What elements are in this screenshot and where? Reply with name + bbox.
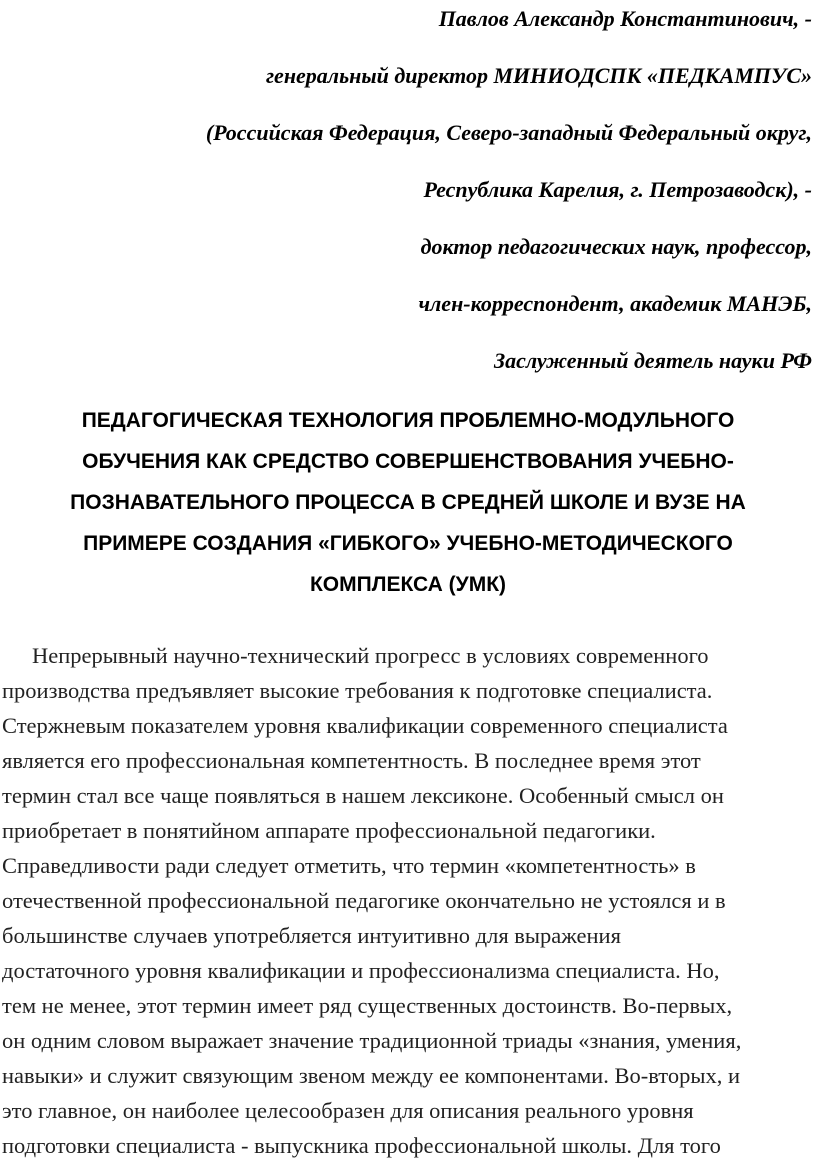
body-line: подготовки специалиста - выпускника профессиональной школы. Для того bbox=[2, 1133, 721, 1158]
body-line: Непрерывный научно-технический прогресс в условиях современного bbox=[32, 643, 709, 668]
author-location-line-1: (Российская Федерация, Северо-западный Федеральный округ, bbox=[205, 120, 812, 145]
author-honorary-title: Заслуженный деятель науки РФ bbox=[493, 348, 812, 373]
author-location-line-2: Республика Карелия, г. Петрозаводск), - bbox=[423, 177, 812, 202]
body-line: навыки» и служит связующим звеном между ее компонентами. Во-вторых, и bbox=[2, 1063, 740, 1088]
body-line: приобретает в понятийном аппарате профессиональной педагогики. bbox=[2, 818, 656, 843]
body-line: производства предъявляет высокие требования к подготовке специалиста. bbox=[2, 678, 713, 703]
body-line: тем не менее, этот термин имеет ряд существенных достоинств. Во-первых, bbox=[2, 993, 733, 1018]
title-line: ПОЗНАВАТЕЛЬНОГО ПРОЦЕССА В СРЕДНЕЙ ШКОЛЕ И ВУЗЕ НА bbox=[70, 491, 746, 514]
body-line: является его профессиональная компетентность. В последнее время этот bbox=[2, 748, 701, 773]
title-line: ПЕДАГОГИЧЕСКАЯ ТЕХНОЛОГИЯ ПРОБЛЕМНО-МОДУЛЬНОГО bbox=[81, 409, 735, 432]
body-line: большинстве случаев употребляется интуитивно для выражения bbox=[2, 923, 621, 948]
author-memberships: член-корреспондент, академик МАНЭБ, bbox=[418, 291, 812, 316]
body-line: это главное, он наиболее целесообразен для описания реального уровня bbox=[2, 1098, 694, 1123]
body-line: отечественной профессиональной педагогике окончательно не устоялся и в bbox=[2, 888, 726, 913]
body-line: достаточного уровня квалификации и профессионализма специалиста. Но, bbox=[2, 958, 720, 983]
body-line: Справедливости ради следует отметить, что термин «компетентность» в bbox=[2, 853, 696, 878]
title-line: КОМПЛЕКСА (УМК) bbox=[309, 573, 507, 596]
document-title bbox=[0, 400, 816, 605]
author-name: Павлов Александр Константинович, - bbox=[438, 6, 812, 31]
title-line: ПРИМЕРЕ СОЗДАНИЯ «ГИБКОГО» УЧЕБНО-МЕТОДИЧЕСКОГО bbox=[83, 532, 733, 555]
body-line: Стержневым показателем уровня квалификации современного специалиста bbox=[2, 713, 728, 738]
author-info bbox=[12, 0, 812, 380]
body-line: термин стал все чаще появляться в нашем лексиконе. Особенный смысл он bbox=[2, 783, 724, 808]
author-degree: доктор педагогических наук, профессор, bbox=[420, 234, 812, 259]
body-paragraph bbox=[0, 638, 816, 1163]
title-line: ОБУЧЕНИЯ КАК СРЕДСТВО СОВЕРШЕНСТВОВАНИЯ УЧЕБНО- bbox=[82, 450, 734, 473]
author-position: генеральный директор МИНИОДСПК «ПЕДКАМПУС» bbox=[265, 63, 812, 88]
body-line: он одним словом выражает значение традиционной триады «знания, умения, bbox=[2, 1028, 742, 1053]
